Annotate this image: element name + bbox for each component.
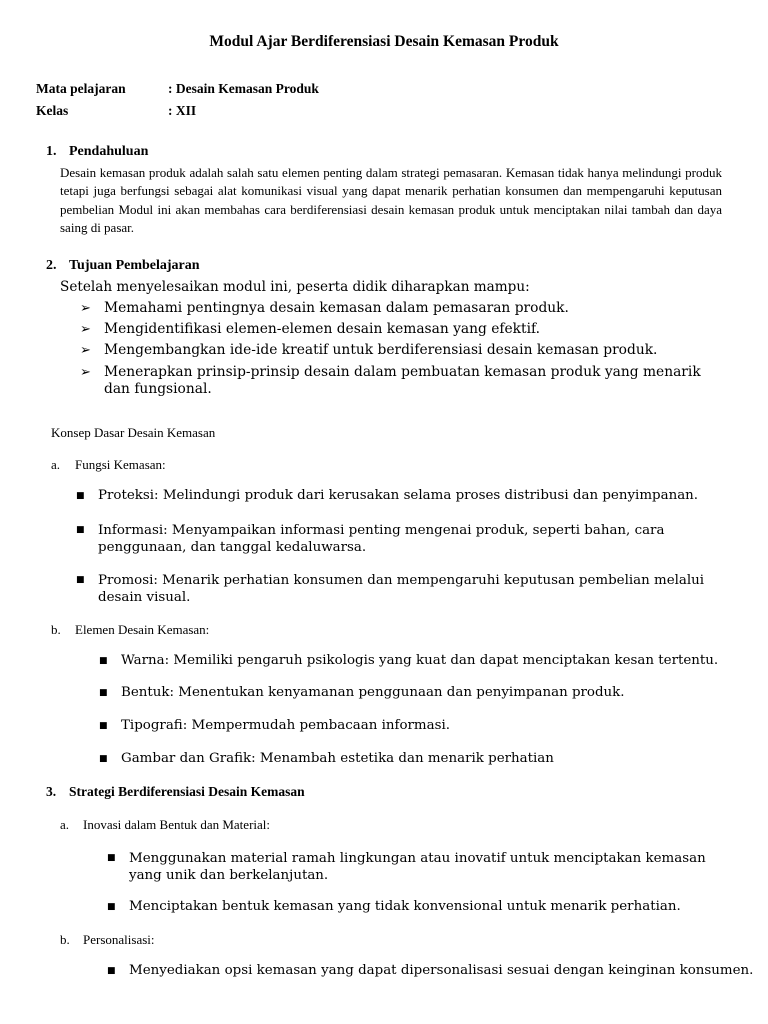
list-label: Elemen Desain Kemasan:: [75, 622, 210, 637]
square-bullet-icon: ■: [107, 853, 116, 863]
intro-text: Desain kemasan produk adalah salah satu elemen penting dalam strategi pemasaran. Kemasan tidak hanya melindungi produk tetapi juga berfungsi sebagai alat komunikasi visual yang dapat menarik perhatian konsumen dan mempengaruhi keputusan pembelian Modul ini akan membahas cara berdiferensiasi desain kemasan produk untuk menciptakan nilai tambah dan daya saing di pasar.: [60, 165, 722, 235]
objective-item: [80, 364, 104, 380]
objective-text: Mengidentifikasi elemen-elemen desain kemasan yang efektif.: [104, 321, 541, 337]
section-number: 1.: [46, 144, 57, 159]
objective-text: Memahami pentingnya desain kemasan dalam pemasaran produk.: [104, 300, 569, 316]
list-letter: b.: [51, 622, 61, 637]
square-bullet-icon: ■: [107, 966, 116, 976]
square-bullet-icon: ■: [99, 656, 108, 666]
element-item-text: Tipografi: Mempermudah pembacaan informasi.: [121, 718, 451, 733]
list-letter: b.: [60, 932, 70, 947]
square-bullet-icon: ■: [99, 688, 108, 698]
section-heading-2: [46, 258, 200, 274]
section-number: 2.: [46, 258, 57, 273]
section-number: 3.: [46, 784, 57, 799]
subsection-heading: Konsep Dasar Desain Kemasan: [51, 425, 216, 440]
square-bullet-icon: ■: [99, 754, 108, 764]
objective-text: Mengembangkan ide-ide kreatif untuk berdiferensiasi desain kemasan produk.: [104, 342, 658, 358]
meta-label-class: Kelas: [36, 103, 69, 118]
section-title: Tujuan Pembelajaran: [69, 258, 200, 273]
square-bullet-icon: ■: [76, 525, 85, 535]
section-heading-3: [46, 784, 305, 800]
element-item-text: Bentuk: Menentukan kenyamanan penggunaan dan penyimpanan produk.: [121, 685, 625, 700]
square-bullet-icon: ■: [76, 491, 85, 501]
square-bullet-icon: ■: [107, 902, 116, 912]
arrow-bullet-icon: ➢: [80, 322, 91, 337]
section-heading-1: [46, 144, 148, 160]
document-title: Modul Ajar Berdiferensiasi Desain Kemasan Produk: [209, 33, 559, 50]
list-label: Inovasi dalam Bentuk dan Material:: [83, 817, 271, 832]
meta-value-subject: : Desain Kemasan Produk: [168, 81, 319, 96]
objective-item: [80, 342, 657, 358]
meta-label-subject: Mata pelajaran: [36, 81, 126, 96]
list-label: Fungsi Kemasan:: [75, 457, 166, 472]
function-item-text: Promosi: Menarik perhatian konsumen dan mempengaruhi keputusan pembelian melalui desain visual.: [98, 573, 705, 605]
section-title: Pendahuluan: [69, 144, 149, 159]
arrow-bullet-icon: ➢: [80, 365, 91, 380]
arrow-bullet-icon: ➢: [80, 343, 91, 358]
element-item-text: Gambar dan Grafik: Menambah estetika dan menarik perhatian: [121, 751, 554, 766]
square-bullet-icon: ■: [99, 721, 108, 731]
list-letter: a.: [51, 457, 61, 472]
objective-text: Menerapkan prinsip-prinsip desain dalam pembuatan kemasan produk yang menarik dan fungsional.: [104, 364, 701, 397]
function-item-text: Informasi: Menyampaikan informasi penting mengenai produk, seperti bahan, cara penggunaan, dan tanggal kedaluwarsa.: [98, 523, 665, 555]
section-title: Strategi Berdiferensiasi Desain Kemasan: [69, 784, 305, 799]
arrow-bullet-icon: ➢: [80, 301, 91, 316]
list-label: Personalisasi:: [83, 932, 155, 947]
strategy-item-text: Menyediakan opsi kemasan yang dapat dipersonalisasi sesuai dengan keinginan konsumen.: [129, 963, 754, 978]
objectives-intro: Setelah menyelesaikan modul ini, peserta didik diharapkan mampu:: [60, 279, 530, 295]
objective-item: [80, 321, 540, 337]
function-item-text: Proteksi: Melindungi produk dari kerusakan selama proses distribusi dan penyimpanan.: [98, 488, 699, 503]
square-bullet-icon: ■: [76, 575, 85, 585]
meta-value-class: : XII: [168, 103, 197, 118]
strategy-item-text: Menciptakan bentuk kemasan yang tidak konvensional untuk menarik perhatian.: [129, 899, 681, 914]
strategy-item-text: Menggunakan material ramah lingkungan atau inovatif untuk menciptakan kemasan yang unik dan berkelanjutan.: [129, 851, 706, 883]
intro-paragraph: [60, 164, 722, 237]
list-letter: a.: [60, 817, 70, 832]
element-item-text: Warna: Memiliki pengaruh psikologis yang kuat dan dapat menciptakan kesan tertentu.: [121, 653, 719, 668]
objective-item: [80, 300, 569, 316]
